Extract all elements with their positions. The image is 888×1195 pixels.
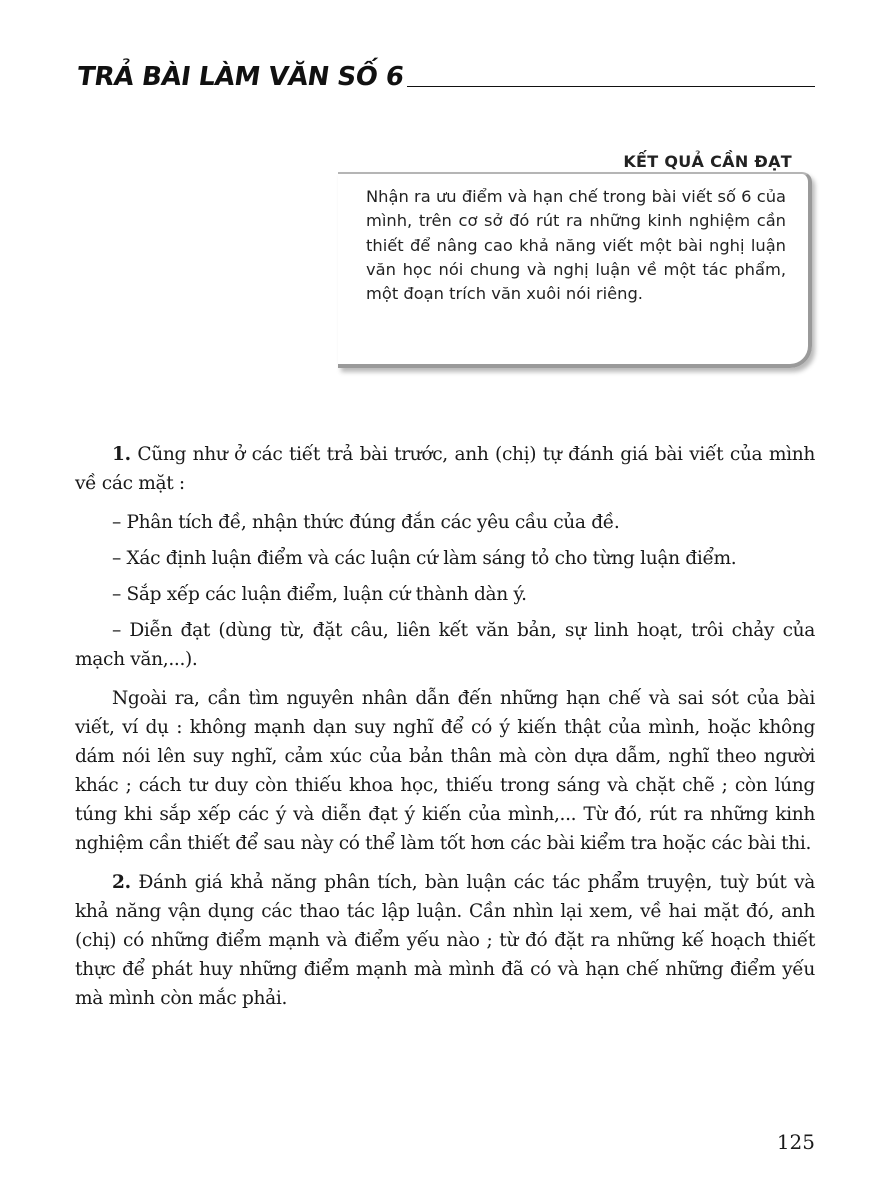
section-2-number: 2.	[112, 872, 131, 893]
page-title: TRẢ BÀI LÀM VĂN SỐ 6	[75, 62, 406, 92]
list-item: – Diễn đạt (dùng từ, đặt câu, liên kết văn bản, sự linh hoạt, trôi chảy của mạch văn,...).	[75, 620, 815, 670]
list-item: – Sắp xếp các luận điểm, luận cứ thành dàn ý.	[112, 584, 527, 605]
page-number: 125	[776, 1130, 815, 1154]
section-1-paragraph: Ngoài ra, cần tìm nguyên nhân dẫn đến những hạn chế và sai sót của bài viết, ví dụ : không mạnh dạn suy nghĩ để có ý kiến thật của mình, hoặc không dám nói lên suy nghĩ, cảm xúc của bản thân mà còn dựa dẫm, nghĩ theo người khác ; cách tư duy còn thiếu khoa học, thiếu trong sáng và chặt chẽ ; còn lúng túng khi sắp xếp các ý và diễn đạt ý kiến của mình,... Từ đó, rút ra những kinh nghiệm cần thiết để sau này có thể làm tốt hơn các bài kiểm tra hoặc các bài thi.	[75, 688, 815, 854]
section-1-number: 1.	[112, 444, 131, 465]
list-item: – Phân tích đề, nhận thức đúng đắn các yêu cầu của đề.	[112, 512, 620, 533]
section-2-text: Đánh giá khả năng phân tích, bàn luận các tác phẩm truyện, tuỳ bút và khả năng vận dụng các thao tác lập luận. Cần nhìn lại xem, về hai mặt đó, anh (chị) có những điểm mạnh và điểm yếu nào ; từ đó đặt ra những kế hoạch thiết thực để phát huy những điểm mạnh mà mình đã có và hạn chế những điểm yếu mà mình còn mắc phải.	[75, 872, 815, 1009]
section-1-intro	[75, 440, 815, 498]
outcome-text: Nhận ra ưu điểm và hạn chế trong bài viết số 6 của mình, trên cơ sở đó rút ra những kinh nghiệm cần thiết để nâng cao khả năng viết một bài nghị luận văn học nói chung và nghị luận về một tác phẩm, một đoạn trích văn xuôi nói riêng.	[366, 187, 786, 304]
section-2	[75, 868, 815, 1013]
outcome-heading: KẾT QUẢ CẦN ĐẠT	[623, 152, 792, 171]
body-text	[75, 440, 815, 1020]
title-rule	[407, 86, 815, 87]
section-1-intro-text: Cũng như ở các tiết trả bài trước, anh (chị) tự đánh giá bài viết của mình về các mặt :	[75, 444, 815, 494]
list-item: – Xác định luận điểm và các luận cứ làm sáng tỏ cho từng luận điểm.	[112, 548, 737, 569]
title-row	[75, 62, 815, 92]
